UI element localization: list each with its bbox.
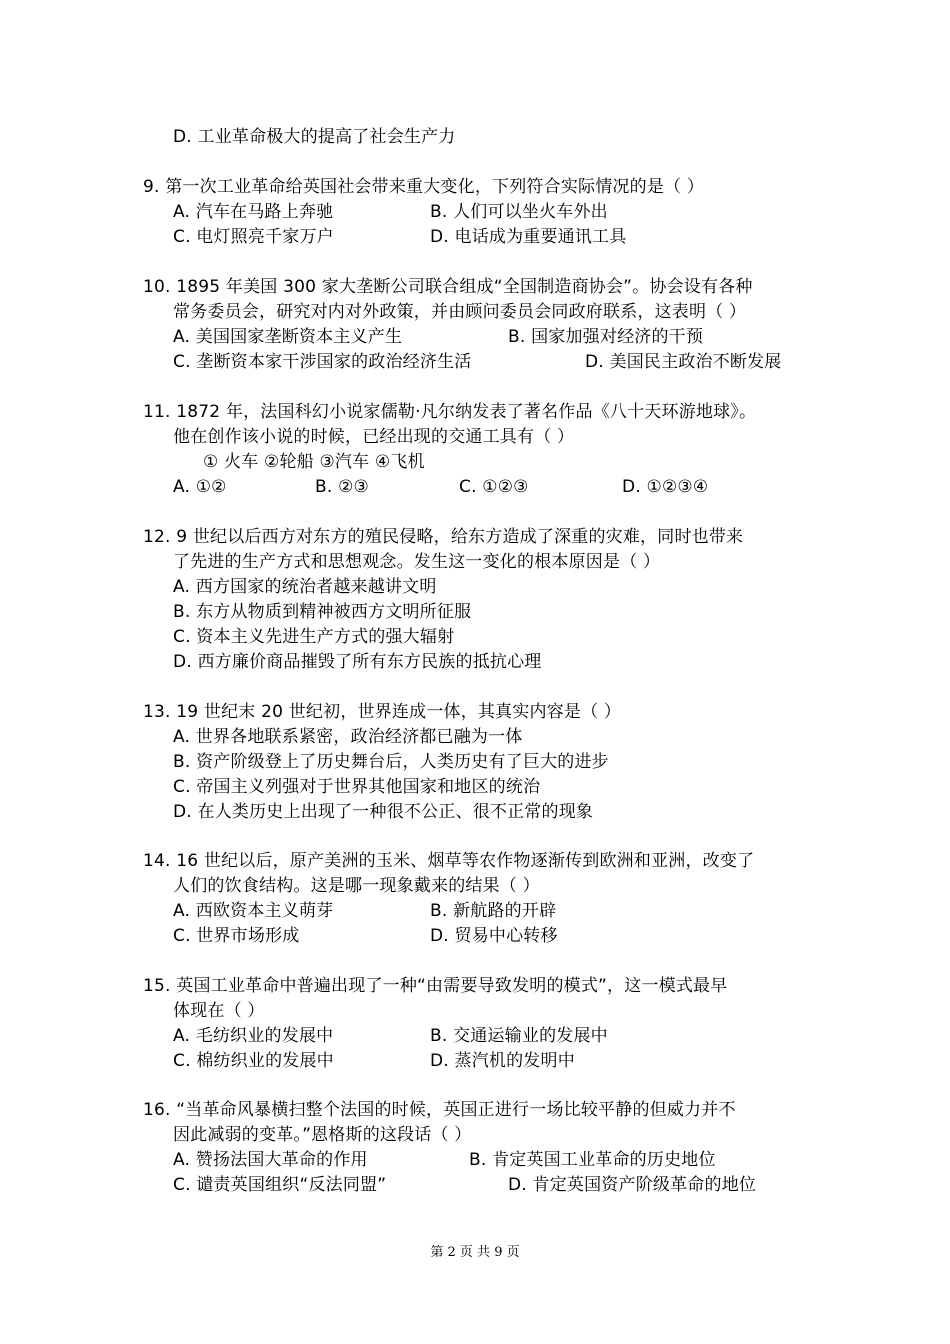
q13-option-a: A. 世界各地联系紧密，政治经济都已融为一体 (173, 727, 523, 747)
q11-stem-line2: 他在创作该小说的时候，已经出现的交通工具有（ ） (173, 427, 575, 447)
q16-option-b: B. 肯定英国工业革命的历史地位 (469, 1150, 716, 1170)
q13-option-d: D. 在人类历史上出现了一种很不公正、很不正常的现象 (173, 802, 594, 822)
q16-option-c: C. 谴责英国组织“反法同盟” (173, 1175, 387, 1195)
q11-stem-line1: 11. 1872 年，法国科幻小说家儒勒·凡尔纳发表了著名作品《八十天环游地球》。 (143, 402, 757, 422)
q12-stem-line1: 12. 9 世纪以后西方对东方的殖民侵略，给东方造成了深重的灾难，同时也带来 (143, 527, 744, 547)
q16-option-d: D. 肯定英国资产阶级革命的地位 (508, 1175, 757, 1195)
q13-option-c: C. 帝国主义列强对于世界其他国家和地区的统治 (173, 777, 541, 797)
q9-option-c: C. 电灯照亮千家万户 (173, 227, 334, 247)
q13-stem: 13. 19 世纪末 20 世纪初，世界连成一体，其真实内容是（ ） (143, 702, 622, 722)
q14-option-d: D. 贸易中心转移 (430, 926, 558, 946)
q12-option-d: D. 西方廉价商品摧毁了所有东方民族的抵抗心理 (173, 652, 542, 672)
q15-stem-line1: 15. 英国工业革命中普遍出现了一种“由需要导致发明的模式”，这一模式最早 (143, 976, 728, 996)
q9-option-a: A. 汽车在马路上奔驰 (173, 202, 334, 222)
q8-option-d: D. 工业革命极大的提高了社会生产力 (173, 127, 456, 147)
q11-option-b: B. ②③ (315, 477, 369, 497)
q12-option-a: A. 西方国家的统治者越来越讲文明 (173, 577, 437, 597)
q15-option-a: A. 毛纺织业的发展中 (173, 1026, 334, 1046)
q16-stem-line2: 因此减弱的变革。”恩格斯的这段话（ ） (173, 1125, 472, 1145)
q10-option-d: D. 美国民主政治不断发展 (585, 352, 782, 372)
q14-option-b: B. 新航路的开辟 (430, 901, 557, 921)
page-footer: 第 2 页 共 9 页 (430, 1245, 520, 1260)
q9-stem: 9. 第一次工业革命给英国社会带来重大变化，下列符合实际情况的是（ ） (143, 177, 705, 197)
q10-option-a: A. 美国国家垄断资本主义产生 (173, 327, 403, 347)
q9-option-b: B. 人们可以坐火车外出 (430, 202, 608, 222)
q10-option-b: B. 国家加强对经济的干预 (508, 327, 704, 347)
q15-option-d: D. 蒸汽机的发明中 (430, 1051, 575, 1071)
q15-option-b: B. 交通运输业的发展中 (430, 1026, 608, 1046)
q11-option-d: D. ①②③④ (622, 477, 709, 497)
q10-option-c: C. 垄断资本家干涉国家的政治经济生活 (173, 352, 472, 372)
q13-option-b: B. 资产阶级登上了历史舞台后，人类历史有了巨大的进步 (173, 752, 609, 772)
q12-option-b: B. 东方从物质到精神被西方文明所征服 (173, 602, 472, 622)
q16-option-a: A. 赞扬法国大革命的作用 (173, 1150, 368, 1170)
q10-stem-line1: 10. 1895 年美国 300 家大垄断公司联合组成“全国制造商协会”。协会设有各种 (143, 277, 753, 297)
q10-stem-line2: 常务委员会，研究对内对外政策，并由顾问委员会同政府联系，这表明（ ） (173, 302, 747, 322)
q11-item-list: ① 火车 ②轮船 ③汽车 ④飞机 (203, 452, 425, 472)
q16-stem-line1: 16. “当革命风暴横扫整个法国的时候，英国正进行一场比较平静的但威力并不 (143, 1100, 736, 1120)
q12-stem-line2: 了先进的生产方式和思想观念。发生这一变化的根本原因是（ ） (173, 552, 661, 572)
q9-option-d: D. 电话成为重要通讯工具 (430, 227, 627, 247)
q14-stem-line2: 人们的饮食结构。这是哪一现象戴来的结果（ ） (173, 876, 540, 896)
q11-option-c: C. ①②③ (459, 477, 529, 497)
q15-option-c: C. 棉纺织业的发展中 (173, 1051, 334, 1071)
q14-stem-line1: 14. 16 世纪以后，原产美洲的玉米、烟草等农作物逐渐传到欧洲和亚洲，改变了 (143, 851, 755, 871)
q14-option-c: C. 世界市场形成 (173, 926, 300, 946)
q12-option-c: C. 资本主义先进生产方式的强大辐射 (173, 627, 455, 647)
q11-option-a: A. ①② (173, 477, 227, 497)
q14-option-a: A. 西欧资本主义萌芽 (173, 901, 334, 921)
q15-stem-line2: 体现在（ ） (173, 1001, 265, 1021)
